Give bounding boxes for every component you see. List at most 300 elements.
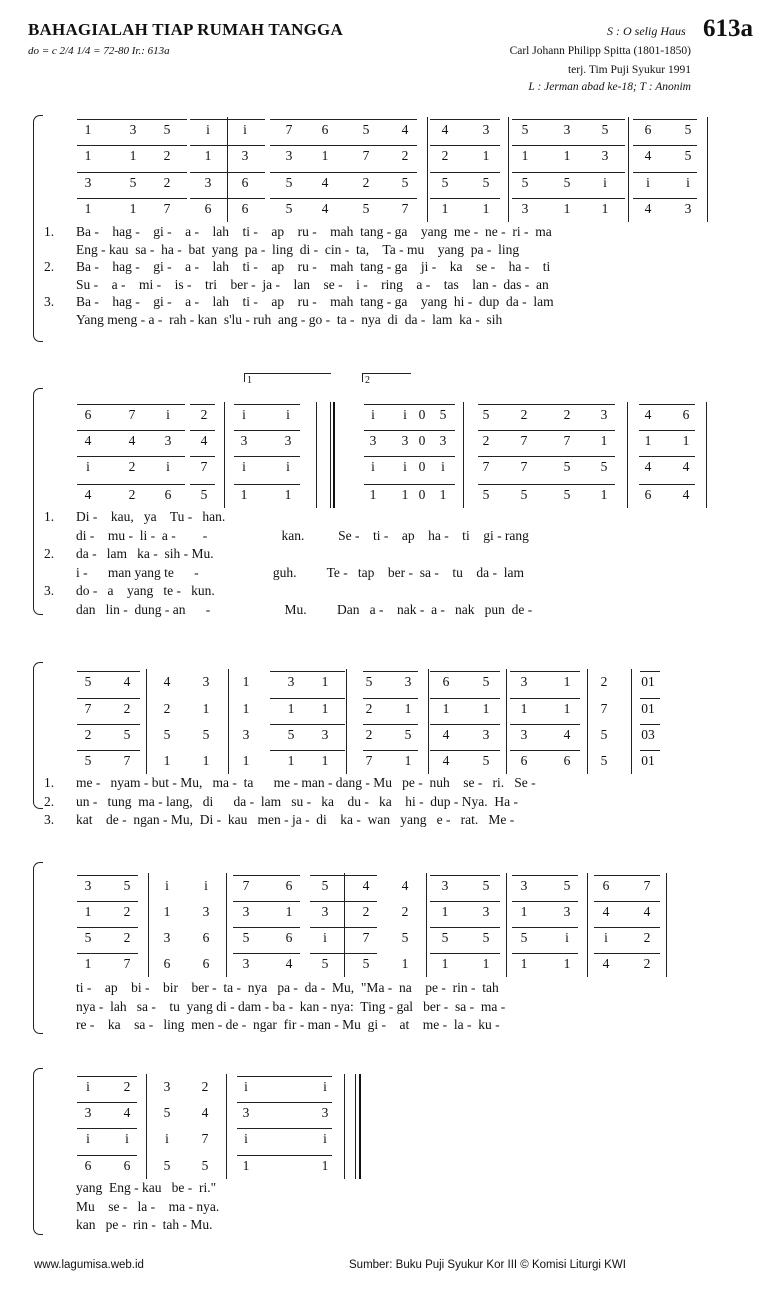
note: 1 [321,148,329,163]
note: 4 [643,904,651,919]
beam [478,456,615,457]
bar-line [463,402,464,508]
note: 5 [563,175,571,190]
lyric-line: un - tung ma - lang, di da - lam su - ka du - ka hi - dup - Nya. Ha - [76,793,519,809]
note: i [165,878,169,893]
beam [430,875,500,876]
note: 5 [242,930,250,945]
beam [310,927,377,928]
note: 5 [482,407,490,422]
note: 5 [84,674,92,689]
beam [430,671,500,672]
beam [594,953,660,954]
beam [233,875,300,876]
beam [77,927,138,928]
note: 1 [520,701,528,716]
beam [510,750,580,751]
beam [640,698,660,699]
beam [430,198,500,199]
origin-credit: L : Jerman abad ke-18; T : Anonim [528,81,691,93]
volta-label: 2 [365,375,370,386]
note: 5 [321,956,329,971]
note: 3 [520,674,528,689]
note: 6 [520,753,528,768]
note: 3 [321,1105,329,1120]
beam [512,172,625,173]
note: 2 [201,1079,209,1094]
beam [77,119,187,120]
note: 7 [362,930,370,945]
volta-first-ending [244,373,331,386]
note: i [125,1131,129,1146]
bar-line [628,117,629,222]
beam [190,119,265,120]
lyric-line: Yang meng - a - rah - kan s'lu - ruh ang - go - ta - nya di da - lam ka - sih [76,312,503,327]
note: 4 [163,674,171,689]
double-bar-line [355,1074,356,1179]
note: 5 [365,674,373,689]
note: 6 [682,407,690,422]
note: 01 [641,753,655,768]
note: 3 [441,878,449,893]
note: 7 [123,753,131,768]
note: 6 [202,930,210,945]
system-brace [33,862,43,1034]
note: 5 [600,753,608,768]
note: 5 [684,122,692,137]
note: 0 [418,487,426,502]
lyric-line: me - nyam - but - Mu, ma - ta me - man - dang - Mu pe - nuh se - ri. Se - [76,775,536,790]
note: 1 [482,201,490,216]
beam [233,953,300,954]
note: i [646,175,650,190]
note: 5 [563,487,571,502]
note: i [242,459,246,474]
beam [77,430,185,431]
verse-number: 1. [44,509,55,524]
note: 3 [163,1079,171,1094]
note: 1 [321,753,329,768]
bar-line [146,1074,147,1179]
lyric-line: Ba - hag - gi - a - lah ti - ap ru - mah tang - ga yang me - ne - ri - ma [76,224,552,239]
note: 1 [563,701,571,716]
note: 1 [202,753,210,768]
note: 1 [321,674,329,689]
note: 4 [201,1105,209,1120]
note: 3 [369,433,377,448]
note: 5 [482,674,490,689]
note: 4 [602,904,610,919]
beam [270,198,417,199]
bar-line [228,669,229,774]
bar-line [706,402,707,508]
beam [430,172,500,173]
note: 2 [123,1079,131,1094]
note: 3 [521,201,529,216]
note: 5 [200,487,208,502]
beam [364,484,455,485]
note: i [286,459,290,474]
note: 1 [644,433,652,448]
note: 6 [164,487,172,502]
footer-website[interactable]: www.lagumisa.web.id [34,1259,144,1271]
bar-line [148,873,149,977]
beam [364,456,455,457]
beam [77,404,185,405]
note: 3 [285,148,293,163]
system-brace [33,388,43,615]
note: 2 [520,407,528,422]
note: i [686,175,690,190]
note: 1 [84,148,92,163]
note: 4 [442,727,450,742]
note: 5 [482,175,490,190]
note: 1 [242,674,250,689]
note: 1 [482,148,490,163]
note: 5 [600,459,608,474]
beam [270,698,345,699]
beam [190,198,265,199]
beam [633,119,697,120]
beam [77,1155,137,1156]
note: 1 [401,956,409,971]
note: 1 [287,753,295,768]
note: 3 [482,727,490,742]
beam [594,875,660,876]
note: 1 [401,487,409,502]
note: 2 [123,930,131,945]
lyric-line: kat de - ngan - Mu, Di - kau men - ja - di ka - wan yang e - rat. Me - [76,812,515,827]
note: 6 [644,487,652,502]
note: 7 [401,201,409,216]
note: 5 [401,930,409,945]
note: 7 [200,459,208,474]
note: 4 [644,459,652,474]
note: 6 [285,930,293,945]
beam [363,750,418,751]
note: 1 [441,201,449,216]
note: 1 [520,956,528,971]
note: 1 [284,487,292,502]
note: 3 [84,878,92,893]
verse-number: 2. [44,546,55,561]
note: 4 [401,878,409,893]
beam [77,484,185,485]
system-brace [33,115,43,342]
note: 2 [441,148,449,163]
note: 5 [401,175,409,190]
beam [77,172,187,173]
beam [478,404,615,405]
note: i [371,459,375,474]
note: 5 [84,930,92,945]
beam [234,484,300,485]
beam [363,698,418,699]
note: i [206,122,210,137]
note: 03 [641,727,655,742]
note: 2 [362,175,370,190]
beam [233,927,300,928]
beam [77,1076,137,1077]
note: 3 [321,727,329,742]
bar-line [346,669,347,774]
note: 2 [365,701,373,716]
note: 5 [441,930,449,945]
system-brace [33,662,43,809]
note: 1 [163,753,171,768]
note: 2 [163,175,171,190]
bar-line [224,402,225,508]
note: 4 [563,727,571,742]
note: 7 [84,701,92,716]
beam [430,145,500,146]
note: i [242,407,246,422]
note: 5 [362,122,370,137]
note: 4 [84,433,92,448]
note: 4 [362,878,370,893]
note: 6 [563,753,571,768]
note: 1 [129,201,137,216]
beam [237,1102,332,1103]
note: 7 [482,459,490,474]
beam [237,1076,332,1077]
beam [77,1102,137,1103]
beam [234,456,300,457]
beam [430,119,500,120]
beam [190,404,215,405]
note: 7 [242,878,250,893]
note: 4 [441,122,449,137]
note: 3 [163,930,171,945]
note: 1 [600,433,608,448]
beam [190,145,265,146]
beam [270,119,417,120]
beam [77,750,140,751]
bar-line [587,873,588,977]
beam [510,698,580,699]
bar-line [146,669,147,774]
note: i [86,1131,90,1146]
note: 6 [442,674,450,689]
note: 1 [482,701,490,716]
beam [270,172,417,173]
beam [594,927,660,928]
note: 3 [202,904,210,919]
note: i [86,459,90,474]
note: 3 [600,407,608,422]
note: 5 [482,487,490,502]
note: 7 [201,1131,209,1146]
note: i [243,122,247,137]
bar-line [508,117,509,222]
lyric-line: Ba - hag - gi - a - lah ti - ap ru - mah tang - ga ji - ka se - ha - ti [76,259,551,275]
beam [363,724,418,725]
note: 6 [163,956,171,971]
song-number: 613a [703,15,753,42]
bar-line [226,1074,227,1179]
bar-line [506,669,507,774]
note: 1 [321,701,329,716]
note: 3 [520,727,528,742]
beam [633,198,697,199]
note: 1 [563,956,571,971]
note: 3 [563,122,571,137]
beam [430,698,500,699]
beam [270,145,417,146]
note: i [204,878,208,893]
note: 1 [204,148,212,163]
bar-line [587,669,588,774]
footer-source: Sumber: Buku Puji Syukur Kor III © Komisi Liturgi KWI [349,1259,626,1271]
note: 5 [285,201,293,216]
note: 1 [600,487,608,502]
lyric-line: do - a yang te - kun. [76,583,215,598]
note: 7 [285,122,293,137]
note: i [323,1131,327,1146]
note: 3 [404,674,412,689]
beam [640,750,660,751]
note: 6 [204,201,212,216]
bar-line [344,873,345,977]
note: 5 [521,175,529,190]
note: 4 [321,201,329,216]
note: 1 [563,148,571,163]
verse-number: 1. [44,224,55,239]
beam [77,875,138,876]
bar-line [426,873,427,977]
note: 3 [401,433,409,448]
note: 7 [643,878,651,893]
bar-line [227,117,228,222]
note: 5 [482,753,490,768]
verse-number: 2. [44,793,55,809]
note: 7 [128,407,136,422]
volta-second-ending [362,373,411,386]
note: 01 [641,674,655,689]
note: i [166,459,170,474]
note: i [244,1131,248,1146]
note: 1 [439,487,447,502]
note: i [286,407,290,422]
beam [77,145,187,146]
note: 3 [242,956,250,971]
note: 4 [644,407,652,422]
lyric-line: Ba - hag - gi - a - lah ti - ap ru - mah tang - ga yang hi - dup da - lam [76,294,554,310]
note: 5 [482,930,490,945]
beam [77,953,138,954]
beam [310,901,377,902]
beam [430,901,500,902]
note: 1 [369,487,377,502]
note: 5 [362,956,370,971]
note: 1 [563,201,571,216]
note: 1 [442,701,450,716]
note: 0 [418,459,426,474]
beam [639,430,695,431]
note: 1 [202,701,210,716]
lyric-line: Mu se - la - ma - nya. [76,1198,220,1214]
note: 5 [439,407,447,422]
note: 3 [242,727,250,742]
note: i [565,930,569,945]
note: i [165,1131,169,1146]
note: 6 [202,956,210,971]
beam [633,145,697,146]
beam [640,724,660,725]
beam [639,484,695,485]
verse-number: 3. [44,294,55,310]
beam [430,724,500,725]
double-bar-line [330,402,331,508]
beam [639,456,695,457]
note: 5 [684,148,692,163]
note: 2 [128,487,136,502]
note: 1 [404,701,412,716]
beam [512,927,578,928]
note: 3 [684,201,692,216]
note: i [603,175,607,190]
note: i [166,407,170,422]
note: 3 [482,904,490,919]
beam [430,750,500,751]
note: i [244,1079,248,1094]
note: 4 [200,433,208,448]
note: 3 [204,175,212,190]
note: i [604,930,608,945]
note: 1 [404,753,412,768]
note: 7 [520,459,528,474]
beam [639,404,695,405]
bar-line [627,402,628,508]
note: 5 [202,727,210,742]
note: 1 [240,487,248,502]
note: 7 [600,701,608,716]
note: 2 [128,459,136,474]
note: 3 [129,122,137,137]
verse-number: 1. [44,775,55,790]
beam [510,724,580,725]
note: 1 [563,674,571,689]
beam [77,671,140,672]
note: 1 [285,904,293,919]
beam [234,430,300,431]
note: 5 [362,201,370,216]
note: 3 [563,904,571,919]
note: 5 [321,878,329,893]
note: 6 [285,878,293,893]
beam [510,671,580,672]
note: 1 [242,753,250,768]
key-tempo: do = c 2/4 1/4 = 72-80 Ir.: 613a [28,45,170,57]
note: 2 [362,904,370,919]
note: 5 [563,878,571,893]
lyric-line: ti - ap bi - bir ber - ta - nya pa - da - Mu, "Ma - na pe - rin - tah [76,980,499,995]
lyric-line: Eng - kau sa - ha - bat yang pa - ling di - cin - ta, Ta - mu yang pa - ling [76,241,520,257]
beam [512,875,578,876]
note: 7 [563,433,571,448]
song-title: BAHAGIALAH TIAP RUMAH TANGGA [28,20,343,39]
bar-line [226,873,227,977]
note: 6 [84,1158,92,1173]
note: 1 [321,1158,329,1173]
beam [363,671,418,672]
note: 4 [644,201,652,216]
beam [77,901,138,902]
lyric-line: i - man yang te - guh. Te - tap ber - sa - tu da - lam [76,564,524,580]
note: 7 [123,956,131,971]
note: 5 [163,1105,171,1120]
note: i [86,1079,90,1094]
